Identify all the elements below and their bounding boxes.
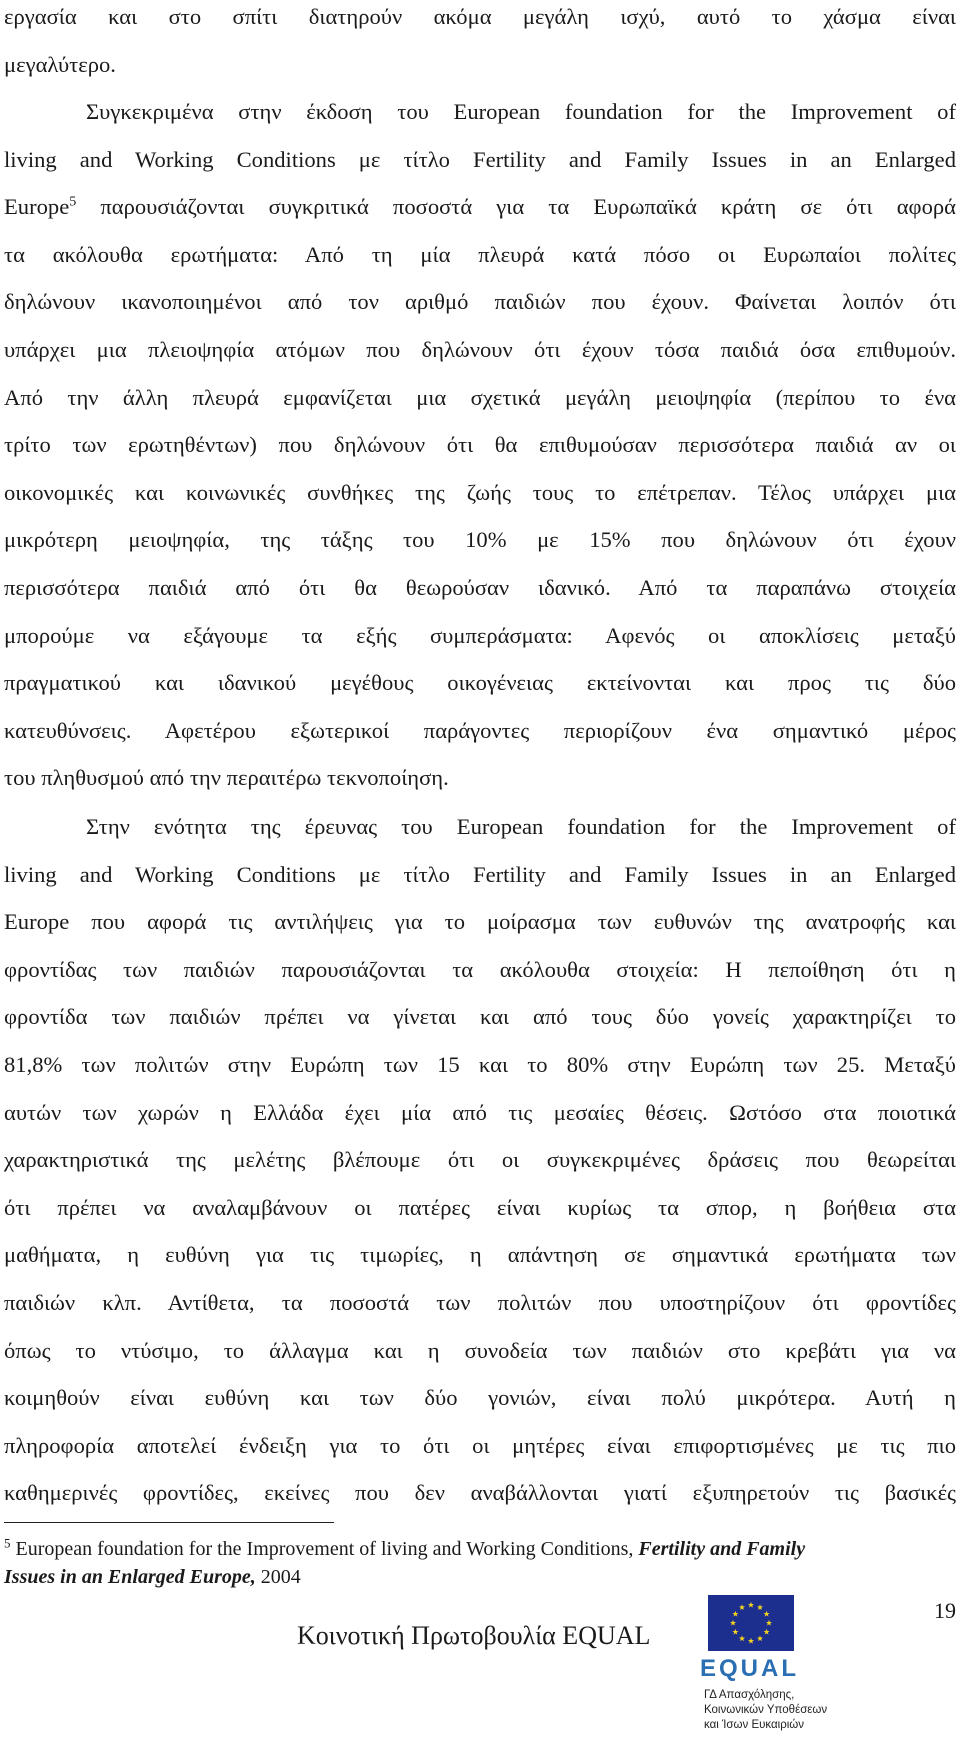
text-span: Europe [4,194,70,220]
logo-line-2: Κοινωνικών Υποθέσεων [704,1704,828,1716]
text-span: Συγκεκριμένα στην έκδοση του European foundation for the Improvement of [86,99,956,124]
text-line: ότι πρέπει να αναλαμβάνουν οι πατέρες είναι κυρίως τα σπορ, η βοήθεια στα [4,1194,956,1220]
eu-stars-icon [708,1595,794,1651]
text-line: μπορούμε να εξάγουμε τα εξής συμπεράσματα: Αφενός οι αποκλίσεις μεταξύ [4,622,956,648]
star-icon [730,1620,736,1626]
text-line: εργασία και στο σπίτι διατηρούν ακόμα μεγάλη ισχύ, αυτό το χάσμα είναι [4,4,956,29]
page-number: 19 [934,1598,956,1623]
footer-title: Κοινοτική Πρωτοβουλία EQUAL [297,1621,651,1650]
star-icon [748,1638,754,1644]
text-line: κατευθύνσεις. Αφετέρου εξωτερικοί παράγοντες περιορίζουν ένα σημαντικό μέρος [4,717,956,743]
text-line: πραγματικού και ιδανικού μεγέθους οικογένειας εκτείνονται και προς τις δύο [4,670,956,696]
star-icon [764,1611,770,1617]
text-line: Europe που αφορά τις αντιλήψεις για το μοίρασμα των ευθυνών της ανατροφής και [4,909,956,935]
star-icon [757,1635,763,1641]
text-line: οικονομικές και κοινωνικές συνθήκες της ζωής τους το επέτρεπαν. Τέλος υπάρχει μια [4,479,956,505]
logo-line-1: ΓΔ Απασχόλησης, [704,1689,795,1701]
star-icon [766,1620,772,1626]
text-line: τρίτο των ερωτηθέντων) που δηλώνουν ότι θα επιθυμούσαν περισσότερα παιδιά αν οι [4,432,956,458]
text-line: μικρότερη μειοψηφία, της τάξης του 10% με 15% που δηλώνουν ότι έχουν [4,527,956,553]
equal-wordmark: EQUAL [700,1655,799,1682]
text-span: Στην ενότητα της έρευνας του European foundation for the Improvement of [86,814,956,839]
text-line: φροντίδα των παιδιών πρέπει να γίνεται και από τους δύο γονείς χαρακτηρίζει το [4,1004,956,1030]
footnote-title: Fertility and Family [638,1538,806,1560]
logo-line-3: και Ίσων Ευκαιριών [704,1719,805,1731]
text-line: καθημερινές φροντίδες, εκείνες που δεν αναβάλλονται γιατί εξυπηρετούν τις βασικές [4,1480,956,1506]
text-line [4,803,956,851]
text-line: όπως το ντύσιμο, το άλλαγμα και η συνοδεία των παιδιών στο κρεβάτι για να [4,1337,956,1363]
star-icon [757,1604,763,1610]
star-icon [764,1629,770,1635]
text-line [4,183,956,231]
text-line: παιδιών κλπ. Αντίθετα, τα ποσοστά των πολιτών που υποστηρίζουν ότι φροντίδες [4,1289,956,1315]
star-icon [748,1602,754,1608]
footnote-title-continued: Issues in an Enlarged Europe, [4,1566,256,1588]
footnote-reference[interactable]: 5 [69,194,77,210]
text-line: δηλώνουν ικανοποιημένοι από τον αριθμό παιδιών που έχουν. Φαίνεται λοιπόν ότι [4,289,956,315]
paragraph-2 [4,88,956,802]
paragraph-3 [4,803,956,1517]
text-line: φροντίδας των παιδιών παρουσιάζονται τα ακόλουθα στοιχεία: Η πεποίθηση ότι η [4,956,956,982]
text-span: παρουσιάζονται συγκριτικά ποσοστά για τα Ευρωπαϊκά κράτη σε ότι αφορά [76,194,956,220]
footnote-year: 2004 [255,1566,301,1588]
text-line: αυτών των χωρών η Ελλάδα έχει μία από τις μεσαίες θέσεις. Ωστόσο στα ποιοτικά [4,1099,956,1125]
text-line: 81,8% των πολιτών στην Ευρώπη των 15 και το 80% στην Ευρώπη των 25. Μεταξύ [4,1051,956,1077]
star-icon [732,1611,738,1617]
text-line: living and Working Conditions με τίτλο Fertility and Family Issues in an Enlarged [4,146,956,172]
text-line: χαρακτηριστικά της μελέτης βλέπουμε ότι οι συγκεκριμένες δράσεις που θεωρείται [4,1147,956,1173]
footnote-separator [4,1522,334,1523]
star-icon [732,1629,738,1635]
paragraph-1 [4,0,956,88]
star-icon [739,1604,745,1610]
eu-flag-icon [708,1595,794,1651]
text-line: του πληθυσμού από την περαιτέρω τεκνοποίηση. [4,765,449,791]
text-line: μεγαλύτερο. [4,51,116,77]
footnote [4,1535,954,1591]
text-line: living and Working Conditions με τίτλο Fertility and Family Issues in an Enlarged [4,861,956,887]
equal-logo [700,1595,850,1735]
text-line [4,88,956,136]
text-line: Από την άλλη πλευρά εμφανίζεται μια σχετικά μεγάλη μειοψηφία (περίπου το ένα [4,384,956,410]
text-line: τα ακόλουθα ερωτήματα: Από τη μία πλευρά κατά πόσο οι Ευρωπαίοι πολίτες [4,241,956,267]
text-line: μαθήματα, η ευθύνη για τις τιμωρίες, η απάντηση σε σημαντικά ερωτήματα των [4,1242,956,1268]
text-line: περισσότερα παιδιά από ότι θα θεωρούσαν ιδανικό. Από τα παραπάνω στοιχεία [4,574,956,600]
text-line: κοιμηθούν είναι ευθύνη και των δύο γονιών, είναι πολύ μικρότερα. Αυτή η [4,1385,956,1411]
star-icon [739,1635,745,1641]
footnote-marker: 5 [4,1535,11,1551]
text-line: πληροφορία αποτελεί ένδειξη για το ότι οι μητέρες είναι επιφορτισμένες με τις πιο [4,1432,956,1458]
footnote-text: European foundation for the Improvement of living and Working Conditions, [10,1538,639,1560]
text-line: υπάρχει μια πλειοψηφία ατόμων που δηλώνουν ότι έχουν τόσα παιδιά όσα επιθυμούν. [4,336,956,362]
